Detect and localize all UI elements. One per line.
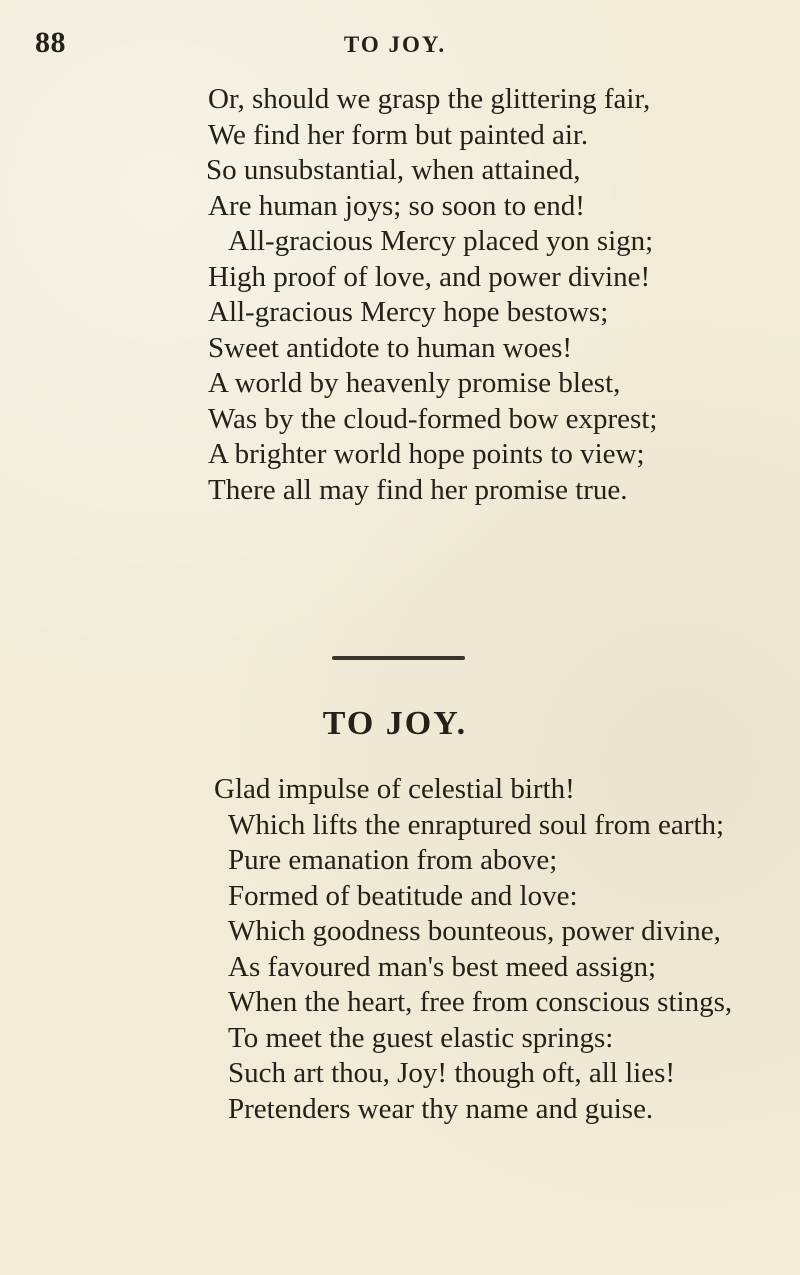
poem-line: Was by the cloud-formed bow exprest; — [208, 402, 658, 435]
poem-line: So unsubstantial, when attained, — [206, 154, 581, 186]
poem-line: Pretenders wear thy name and guise. — [228, 1092, 654, 1125]
poem-title: TO JOY. — [322, 705, 468, 742]
page-number: 88 — [35, 26, 66, 59]
poem-line: Pure emanation from above; — [228, 844, 558, 876]
poem-line: Are human joys; so soon to end! — [208, 189, 585, 222]
poem-line: There all may find her promise true. — [208, 473, 628, 506]
poem-line: Or, should we grasp the glittering fair, — [208, 83, 651, 115]
section-divider — [332, 656, 465, 660]
poem-line: A brighter world hope points to view; — [208, 438, 645, 470]
poem-line: Sweet antidote to human woes! — [208, 331, 573, 364]
poem-line: All-gracious Mercy hope bestows; — [208, 296, 609, 328]
poem-second — [0, 772, 800, 1127]
poem-line: Glad impulse of celestial birth! — [214, 773, 575, 805]
poem-line: High proof of love, and power divine! — [208, 260, 651, 293]
poem-line: We find her form but painted air. — [208, 118, 589, 151]
poem-line: A world by heavenly promise blest, — [208, 367, 621, 399]
running-title: TO JOY. — [343, 32, 447, 57]
poem-first-stanzas — [0, 82, 800, 508]
poem-line: To meet the guest elastic springs: — [228, 1021, 614, 1054]
poem-line: Which goodness bounteous, power divine, — [228, 915, 721, 947]
poem-line: Such art thou, Joy! though oft, all lies! — [228, 1057, 676, 1089]
poem-line: When the heart, free from conscious stings, — [228, 986, 733, 1018]
running-head — [0, 26, 800, 66]
poem-line: Which lifts the enraptured soul from earth; — [228, 808, 725, 841]
poem-line: Formed of beatitude and love: — [228, 879, 578, 912]
poem-line: As favoured man's best meed assign; — [228, 950, 657, 983]
poem-line: All-gracious Mercy placed yon sign; — [228, 225, 654, 257]
